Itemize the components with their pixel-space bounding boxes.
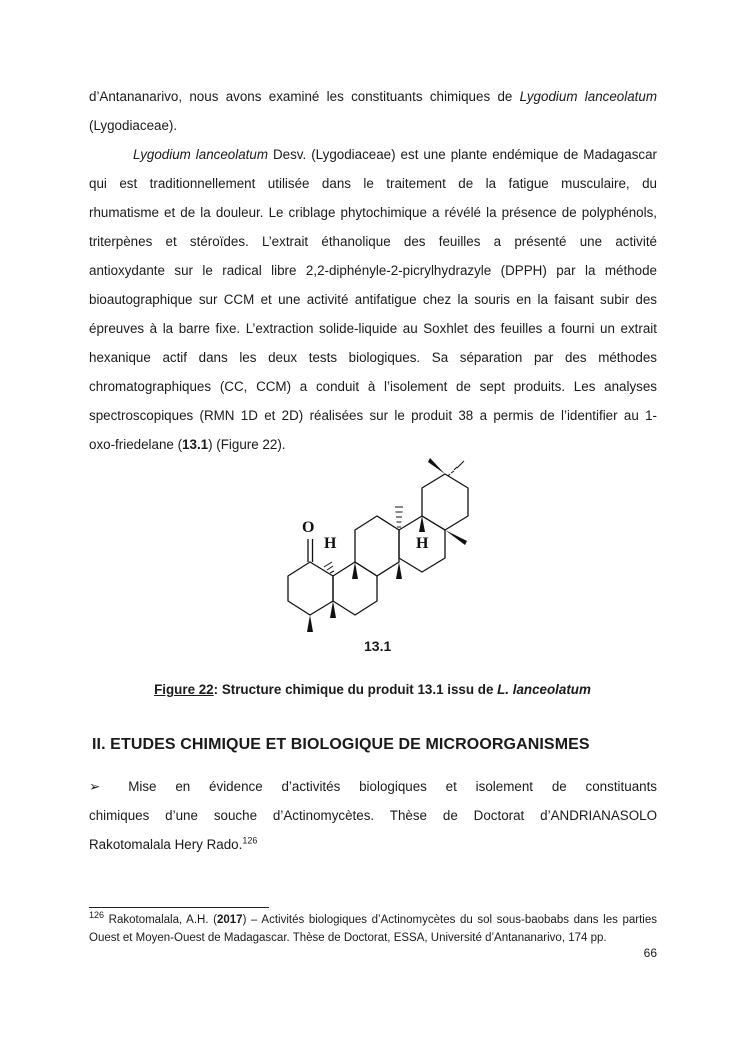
bullet-line: ➢ Mise en évidence d’activités biologiques et isolement de constituants: [89, 779, 657, 794]
footnote-line: $^{126}$ Rakotomalala, A.H. (2017) – Activités biologiques d’Actinomycètes du sol sous-baobabs dans les parties: [89, 910, 657, 926]
text-line: oxo-friedelane (13.1) (Figure 22).: [89, 437, 286, 452]
ring-c: [355, 516, 399, 576]
figure-caption: Figure 22: Structure chimique du produit 13.1 issu de L. lanceolatum: [154, 682, 591, 697]
text-line: d’Antananarivo, nous avons examiné les constituants chimiques de Lygodium lanceolatum: [89, 89, 657, 104]
text-line: antioxydante sur le radical libre 2,2-diphényle-2-picrylhydrazyle (DPPH) par la méthode: [89, 263, 657, 278]
footnote: [89, 911, 657, 947]
wedge-methyl: [396, 562, 402, 579]
text-line: hexanique actif dans les deux tests biologiques. Sa séparation par des méthodes: [89, 350, 657, 365]
wedge-methyl: [330, 601, 336, 618]
text-line: Rakotomalala Hery Rado.$^{126}$: [89, 835, 258, 852]
text-line: spectroscopiques (RMN 1D et 2D) réalisées sur le produit 38 a permis de l’identifier au 1-: [89, 408, 657, 423]
text-line: qui est traditionnellement utilisée dans le traitement de la fatigue musculaire, du: [89, 176, 657, 191]
text-line: (Lygodiaceae).: [89, 118, 178, 133]
wedge-methyl: [428, 458, 445, 474]
wedge-hydrogen: [419, 516, 425, 532]
section-heading: II. ETUDES CHIMIQUE ET BIOLOGIQUE DE MICROORGANISMES: [92, 736, 590, 753]
chemical-structure-1-oxo-friedelane: [270, 448, 480, 634]
footnote-separator: [89, 907, 269, 908]
lygodium-paragraph: [89, 140, 657, 459]
text-line: chromatographiques (CC, CCM) a conduit à l’isolement de sept produits. Les analyses: [89, 379, 657, 394]
text-line: rhumatisme et de la douleur. Le criblage phytochimique a révélé la présence de polyphénols,: [89, 205, 657, 220]
text-line: triterpènes et stéroïdes. L’extrait éthanolique des feuilles a présenté une activité: [89, 234, 657, 249]
ring-e: [422, 474, 468, 530]
figure-reference: Figure 22: [154, 682, 214, 697]
thesis-paragraph: [89, 772, 657, 859]
oxygen-label: O: [302, 519, 315, 536]
wedge-methyl: [307, 615, 313, 632]
arrow-bullet-icon: ➢: [89, 779, 101, 794]
wedge-methyl: [352, 562, 358, 579]
text-line: Lygodium lanceolatum Desv. (Lygodiaceae) est une plante endémique de Madagascar: [133, 147, 657, 162]
text-line: bioautographique sur CCM et une activité antifatigue chez la souris en la faisant subir des: [89, 292, 657, 307]
footnote-ref[interactable]: 126: [242, 835, 258, 846]
ring-a: [288, 562, 333, 615]
intro-paragraph-end: [89, 82, 657, 140]
hydrogen-label: H: [324, 535, 337, 552]
compound-number: 13.1: [364, 638, 392, 654]
hydrogen-label: H: [416, 535, 429, 552]
page-number: 66: [643, 946, 657, 960]
text-line: épreuves à la barre fixe. L’extraction solide-liquide au Soxhlet des feuilles a fourni un extrait: [89, 321, 657, 336]
footnote-line: Ouest et Moyen-Ouest de Madagascar. Thèse de Doctorat, ESSA, Université d’Antananarivo, 174 pp.: [89, 932, 607, 944]
text-line: chimiques d’une souche d’Actinomycètes. Thèse de Doctorat d’ANDRIANASOLO: [89, 808, 657, 823]
wedge-methyl: [445, 530, 467, 545]
